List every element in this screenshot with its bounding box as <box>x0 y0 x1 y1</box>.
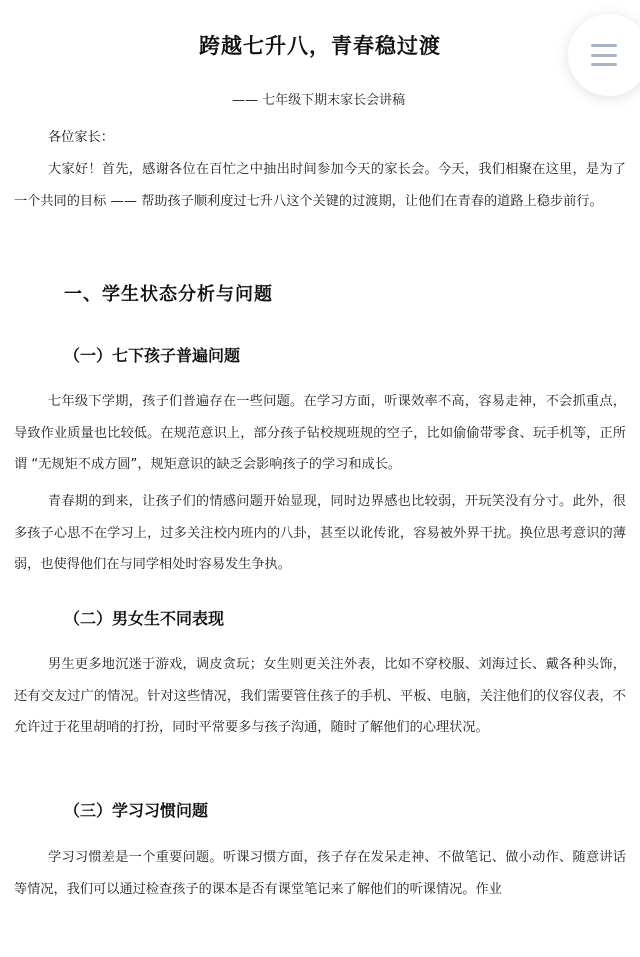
paragraph-3: 男生更多地沉迷于游戏，调皮贪玩；女生则更关注外表，比如不穿校服、刘海过长、戴各种头饰，还有交友过广的情况。针对这些情况，我们需要管住孩子的手机、平板、电脑，关注他们的仪容仪表，不允许过于花里胡哨的打扮，同时平常要多与孩子沟通，随时了解他们的心理状况。 <box>14 657 626 735</box>
document-title: 跨越七升八，青春稳过渡 <box>199 34 441 58</box>
menu-button[interactable] <box>568 14 640 96</box>
subsection-heading-1: （一）七下孩子普遍问题 <box>64 346 241 365</box>
salutation: 各位家长： <box>48 130 114 145</box>
subsection-heading-2: （二）男女生不同表现 <box>64 609 225 628</box>
paragraph-1: 七年级下学期，孩子们普遍存在一些问题。在学习方面，听课效率不高，容易走神，不会抓重点，导致作业质量也比较低。在规范意识上，部分孩子钻校规班规的空子，比如偷偷带零食、玩手机等，正所谓 “无规矩不成方圆”，规矩意识的缺乏会影响孩子的学习和成长。 <box>14 394 626 472</box>
section-heading: 一、学生状态分析与问题 <box>64 284 273 305</box>
paragraph-4: 学习习惯差是一个重要问题。听课习惯方面，孩子存在发呆走神、不做笔记、做小动作、随意讲话等情况，我们可以通过检查孩子的课本是否有课堂笔记来了解他们的听课情况。作业 <box>14 850 626 897</box>
subsection-heading-3: （三）学习习惯问题 <box>64 801 209 820</box>
document-subtitle: —— 七年级下期末家长会讲稿 <box>232 93 406 108</box>
intro-paragraph: 大家好！首先，感谢各位在百忙之中抽出时间参加今天的家长会。今天，我们相聚在这里，是为了一个共同的目标 —— 帮助孩子顺利度过七升八这个关键的过渡期，让他们在青春的道路上稳步前行。 <box>14 162 626 209</box>
paragraph-2: 青春期的到来，让孩子们的情感问题开始显现，同时边界感也比较弱，开玩笑没有分寸。此外，很多孩子心思不在学习上，过多关注校内班内的八卦，甚至以讹传讹，容易被外界干扰。换位思考意识的薄弱，也使得他们在与同学相处时容易发生争执。 <box>14 494 626 572</box>
hamburger-menu-icon <box>591 44 617 66</box>
